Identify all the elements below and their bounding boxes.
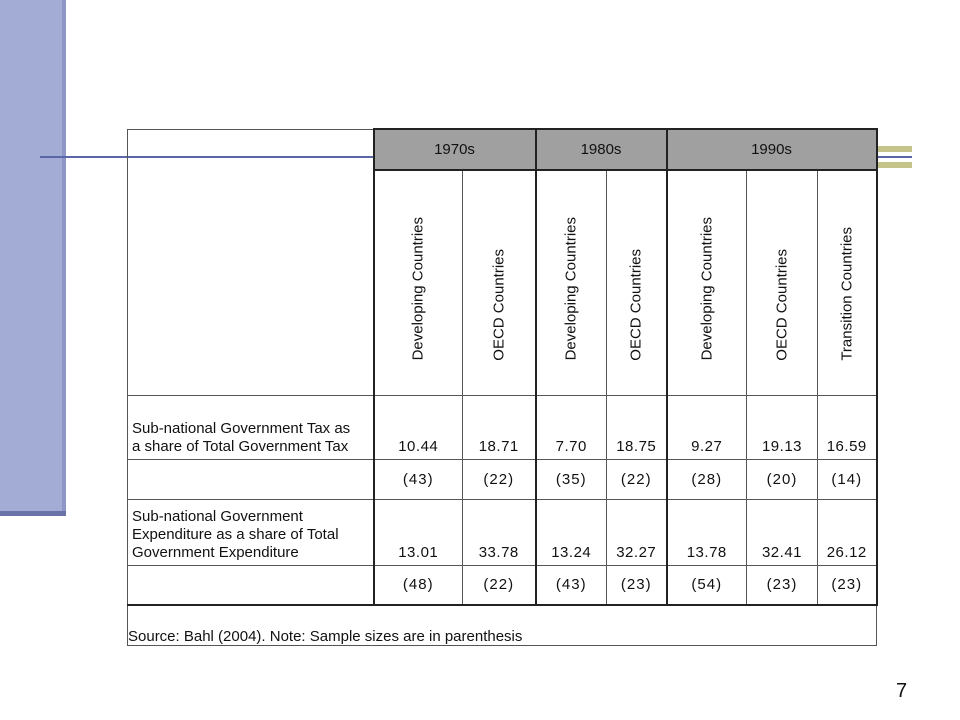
count-cell: (22) — [463, 565, 536, 605]
accent-bar-top — [877, 146, 912, 152]
era-header-1970s: 1970s — [374, 129, 536, 170]
column-header-label: OECD Countries — [773, 248, 791, 361]
corner-cell — [128, 129, 374, 395]
table-row — [128, 459, 877, 499]
row-label-line: Sub-national Government — [132, 507, 303, 525]
row-label — [128, 459, 374, 499]
row-label-line: a share of Total Government Tax — [132, 437, 349, 455]
column-header — [607, 170, 667, 395]
count-cell: (23) — [747, 565, 818, 605]
count-cell: (43) — [536, 565, 607, 605]
row-label-line: Government Expenditure — [132, 543, 299, 561]
column-header — [536, 170, 607, 395]
table-row — [128, 395, 877, 459]
decentralization-table — [127, 128, 878, 646]
column-header — [818, 170, 877, 395]
count-cell: (48) — [374, 565, 463, 605]
era-header-1980s: 1980s — [536, 129, 667, 170]
column-header-label: Transition Countries — [838, 226, 856, 361]
column-header — [747, 170, 818, 395]
source-note: Source: Bahl (2004). Note: Sample sizes are in parenthesis — [128, 605, 877, 645]
count-cell: (35) — [536, 459, 607, 499]
era-header-1990s: 1990s — [667, 129, 877, 170]
era-header-row — [128, 129, 877, 170]
value-cell: 13.01 — [374, 499, 463, 565]
row-label — [128, 499, 374, 565]
column-header-label: Developing Countries — [409, 217, 427, 361]
count-cell: (22) — [463, 459, 536, 499]
column-header-label: Developing Countries — [562, 217, 580, 361]
column-header — [463, 170, 536, 395]
count-cell: (14) — [818, 459, 877, 499]
value-cell: 19.13 — [747, 395, 818, 459]
row-label — [128, 565, 374, 605]
value-cell: 26.12 — [818, 499, 877, 565]
column-header — [667, 170, 747, 395]
value-cell: 9.27 — [667, 395, 747, 459]
value-cell: 7.70 — [536, 395, 607, 459]
value-cell: 13.24 — [536, 499, 607, 565]
count-cell: (22) — [607, 459, 667, 499]
table-row — [128, 565, 877, 605]
source-row — [128, 605, 877, 645]
count-cell: (23) — [607, 565, 667, 605]
slide-sidebar-shadow — [0, 511, 66, 516]
column-header-label: Developing Countries — [698, 217, 716, 361]
count-cell: (20) — [747, 459, 818, 499]
column-header-label: OECD Countries — [490, 248, 508, 361]
value-cell: 33.78 — [463, 499, 536, 565]
count-cell: (28) — [667, 459, 747, 499]
count-cell: (23) — [818, 565, 877, 605]
row-label-line: Sub-national Government Tax as — [132, 419, 351, 437]
value-cell: 18.71 — [463, 395, 536, 459]
count-cell: (54) — [667, 565, 747, 605]
value-cell: 10.44 — [374, 395, 463, 459]
value-cell: 16.59 — [818, 395, 877, 459]
accent-bar-bottom — [877, 162, 912, 168]
row-label — [128, 395, 374, 459]
value-cell: 18.75 — [607, 395, 667, 459]
slide-sidebar-edge — [62, 0, 66, 516]
slide-sidebar-decoration — [0, 0, 62, 512]
column-header — [374, 170, 463, 395]
value-cell: 13.78 — [667, 499, 747, 565]
count-cell: (43) — [374, 459, 463, 499]
column-header-label: OECD Countries — [627, 248, 645, 361]
table-row — [128, 499, 877, 565]
row-label-line: Expenditure as a share of Total — [132, 525, 339, 543]
value-cell: 32.41 — [747, 499, 818, 565]
value-cell: 32.27 — [607, 499, 667, 565]
page-number: 7 — [896, 680, 908, 702]
accent-divider-line — [877, 156, 912, 158]
